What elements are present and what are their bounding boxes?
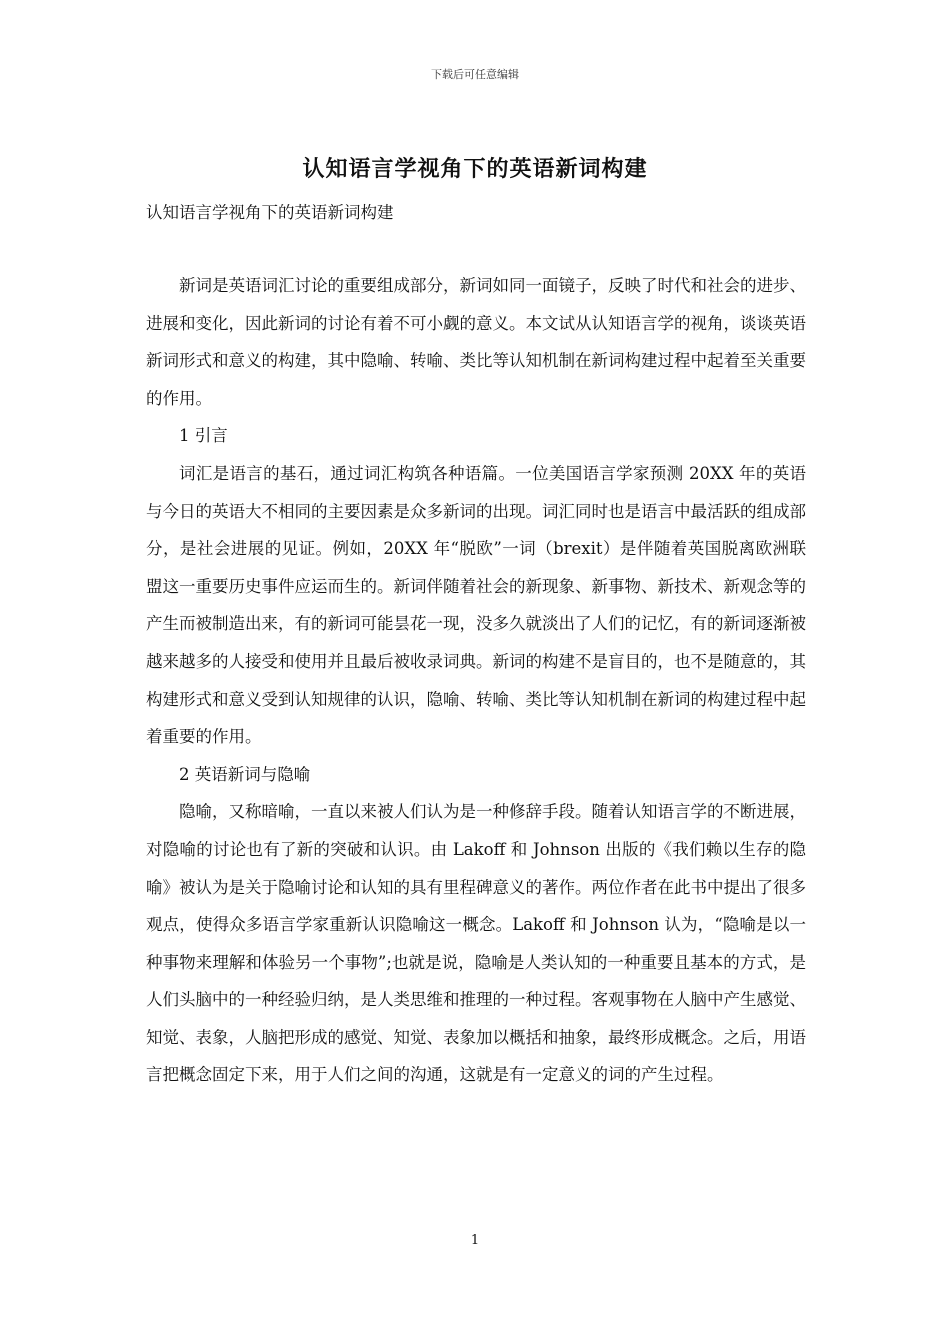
section-heading-metaphor: 2 英语新词与隐喻 (179, 764, 311, 784)
page-header: 下载后可任意编辑 (431, 68, 519, 81)
document-body (146, 267, 806, 1094)
body-paragraph: 词汇是语言的基石，通过词汇构筑各种语篇。一位美国语言学家预测 20XX 年的英语与今日的英语大不相同的主要因素是众多新词的出现。词汇同时也是语言中最活跃的组成部分，是社会进展的见证。例如，20XX 年“脱欧”一词（brexit）是伴随着英国脱离欧洲联盟这一重要历史事件应运而生的。新词伴随着社会的新现象、新事物、新技术、新观念等的产生而被制造出来，有的新词可能昙花一现，没多久就淡出了人们的记忆，有的新词逐渐被越来越多的人接受和使用并且最后被收录词典。新词的构建不是盲目的，也不是随意的，其构建形式和意义受到认知规律的认识，隐喻、转喻、类比等认知机制在新词的构建过程中起着重要的作用。 (146, 463, 806, 747)
document-title: 认知语言学视角下的英语新词构建 (302, 156, 648, 182)
abstract-paragraph: 新词是英语词汇讨论的重要组成部分，新词如同一面镜子，反映了时代和社会的进步、进展和变化，因此新词的讨论有着不可小觑的意义。本文试从认知语言学的视角，谈谈英语新词形式和意义的构建，其中隐喻、转喻、类比等认知机制在新词构建过程中起着至关重要的作用。 (146, 276, 806, 408)
section-heading-introduction: 1 引言 (179, 426, 228, 446)
body-paragraph: 隐喻，又称暗喻，一直以来被人们认为是一种修辞手段。随着认知语言学的不断进展，对隐喻的讨论也有了新的突破和认识。由 Lakoff 和 Johnson 出版的《我们赖以生存的隐喻》被认为是关于隐喻讨论和认知的具有里程碑意义的著作。两位作者在此书中提出了很多观点，使得众多语言学家重新认识隐喻这一概念。Lakoff 和 Johnson 认为，“隐喻是以一种事物来理解和体验另一个事物”;也就是说，隐喻是人类认知的一种重要且基本的方式，是人们头脑中的一种经验归纳，是人类思维和推理的一种过程。客观事物在人脑中产生感觉、知觉、表象，人脑把形成的感觉、知觉、表象加以概括和抽象，最终形成概念。之后，用语言把概念固定下来，用于人们之间的沟通，这就是有一定意义的词的产生过程。 (146, 802, 806, 1085)
document-subtitle: 认知语言学视角下的英语新词构建 (146, 203, 394, 222)
page-number: 1 (470, 1233, 480, 1248)
